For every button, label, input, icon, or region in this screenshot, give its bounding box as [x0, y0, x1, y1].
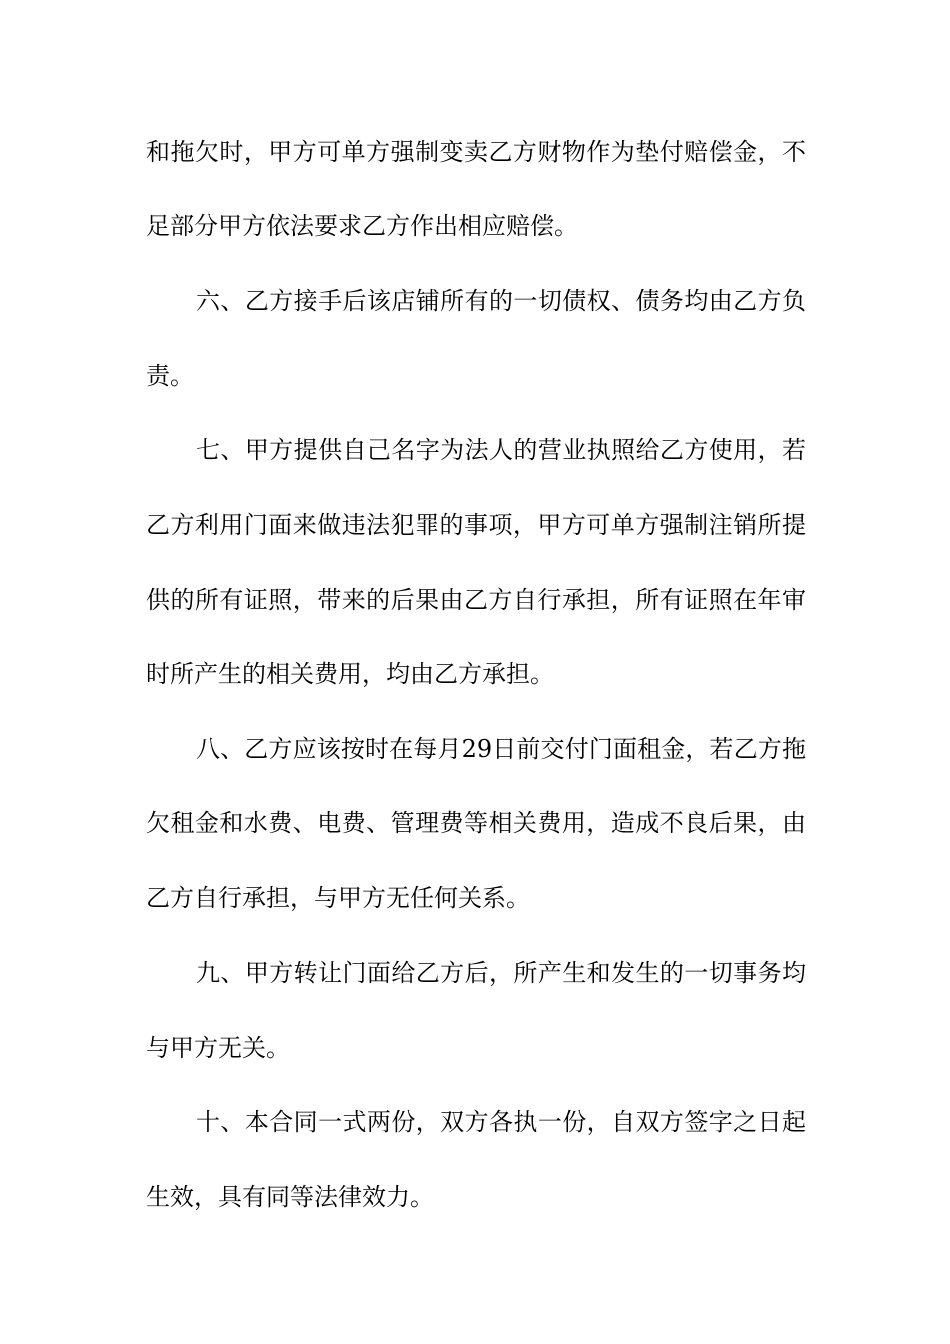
text-line-2: 足部分甲方依法要求乙方作出相应赔偿。 — [146, 212, 578, 240]
clause-6-line-1: 六、乙方接手后该店铺所有的一切债权、债务均由乙方负 — [196, 287, 806, 315]
clause-10-line-2: 生效，具有同等法律效力。 — [146, 1183, 434, 1211]
clause-7-line-1: 七、甲方提供自己名字为法人的营业执照给乙方使用，若 — [196, 436, 806, 464]
clause-8-line-1: 八、乙方应该按时在每月29日前交付门面租金，若乙方拖 — [196, 735, 806, 763]
clause-10-line-1: 十、本合同一式两份，双方各执一份，自双方签字之日起 — [196, 1108, 806, 1136]
clause-9-line-2: 与甲方无关。 — [146, 1034, 290, 1062]
clause-9-line-1: 九、甲方转让门面给乙方后，所产生和发生的一切事务均 — [196, 959, 806, 987]
clause-7-line-4: 时所产生的相关费用，均由乙方承担。 — [146, 660, 554, 688]
clause-7-line-2: 乙方利用门面来做违法犯罪的事项，甲方可单方强制注销所提 — [146, 511, 806, 539]
text-line-1: 和拖欠时，甲方可单方强制变卖乙方财物作为垫付赔偿金，不 — [146, 138, 806, 166]
clause-8-line-2: 欠租金和水费、电费、管理费等相关费用，造成不良后果，由 — [146, 809, 806, 837]
clause-7-line-3: 供的所有证照，带来的后果由乙方自行承担，所有证照在年审 — [146, 586, 806, 614]
clause-6-line-2: 责。 — [146, 362, 194, 390]
clause-8-line-3: 乙方自行承担，与甲方无任何关系。 — [146, 884, 530, 912]
